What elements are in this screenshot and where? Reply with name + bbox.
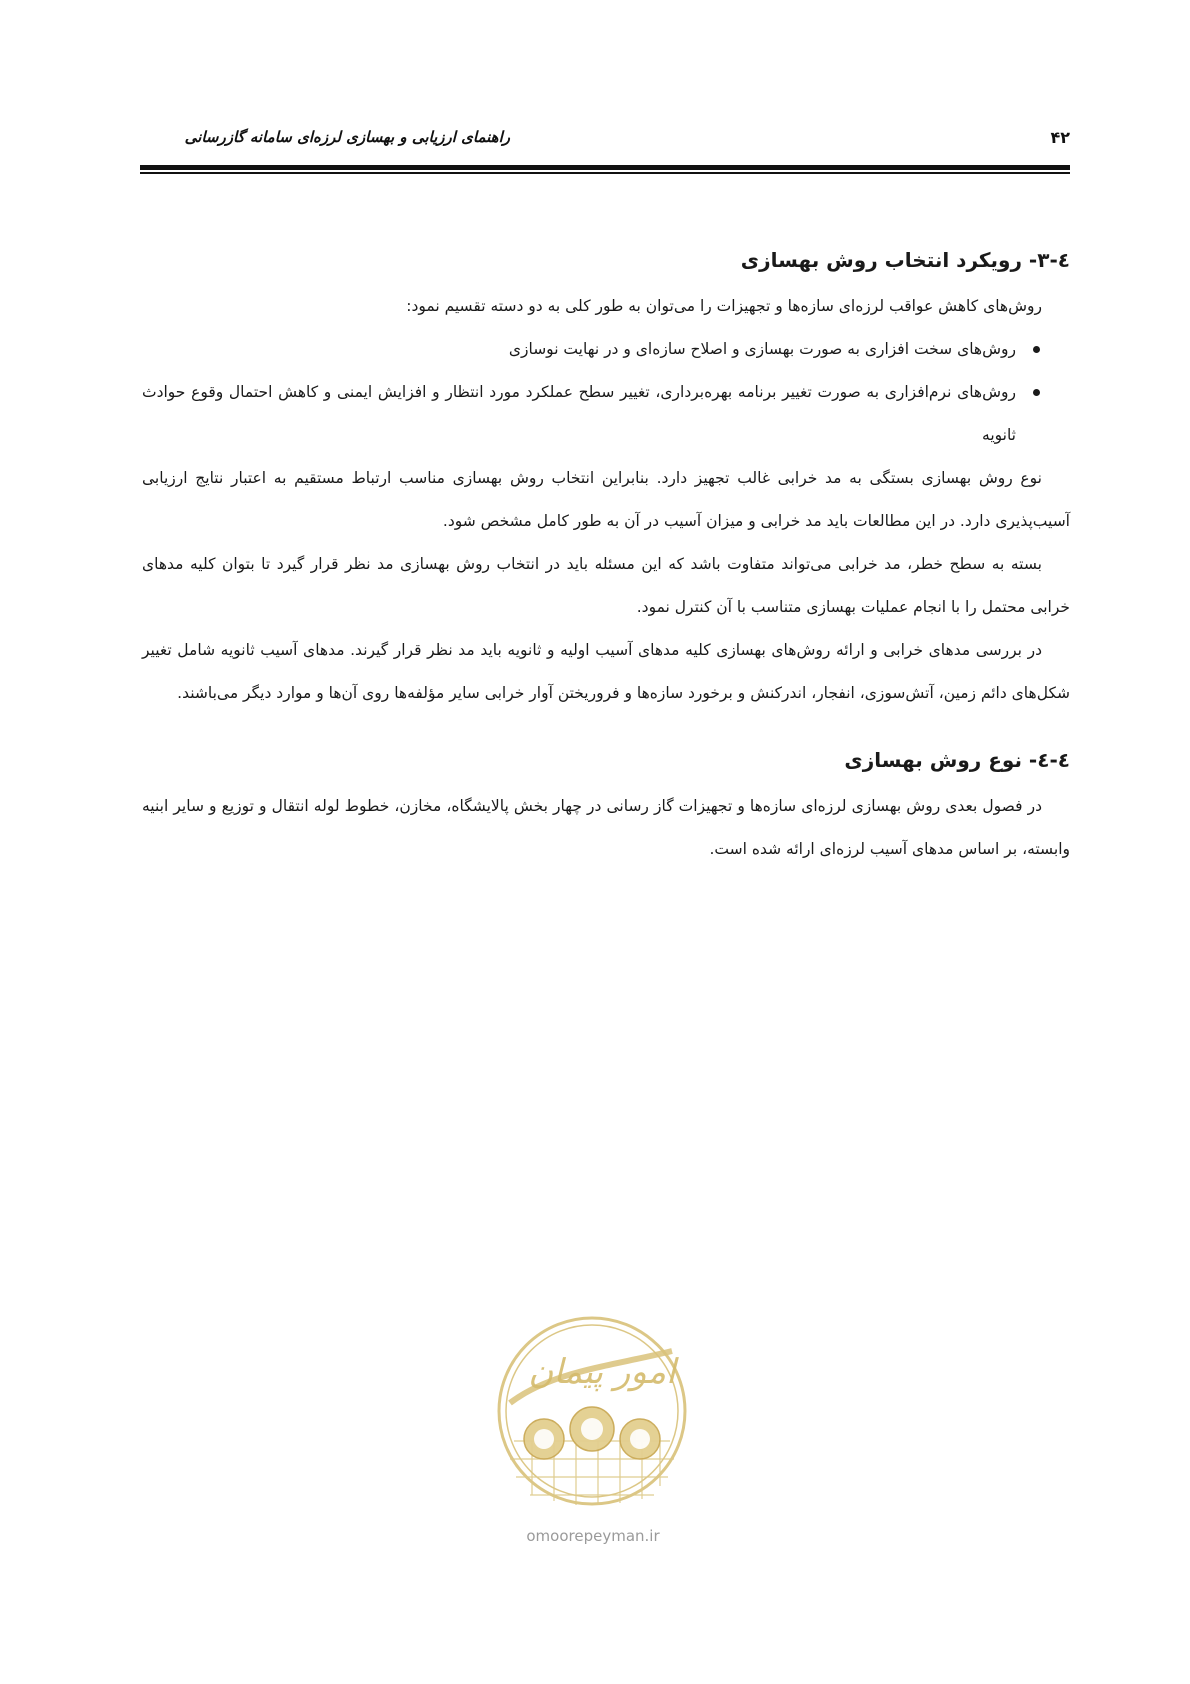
- bullet-icon: [1033, 389, 1040, 396]
- list-item: [142, 328, 1042, 371]
- list-item-text: روش‌های سخت افزاری به صورت بهسازی و اصلاح سازه‌ای و در نهایت نوسازی: [508, 340, 1016, 358]
- section-heading-4-3: ٤-۳- رویکرد انتخاب روش بهسازی: [740, 248, 1070, 272]
- paragraph: در بررسی مدهای خرابی و ارائه روش‌های بهسازی کلیه مدهای آسیب اولیه و ثانویه باید مد نظر قرار گیرند. مدهای آسیب ثانویه شامل تغییر شکل‌های دائم زمین، آتش‌سوزی، انفجار، اندرکنش و برخورد سازه‌ها و فروریختن آوار خرابی سایر مؤلفه‌ها روی آن‌ها و موارد دیگر می‌باشند.: [142, 641, 1070, 702]
- bullet-icon: [1033, 346, 1040, 353]
- method-list: [142, 328, 1070, 457]
- page-number: ۴۲: [1050, 128, 1070, 147]
- paragraph: در فصول بعدی روش بهسازی لرزه‌ای سازه‌ها و تجهیزات گاز رسانی در چهار بخش پالایشگاه، مخازن، خطوط لوله انتقال و توزیع و سایر ابنیه وابسته، بر اساس مدهای آسیب لرزه‌ای ارائه شده است.: [142, 797, 1070, 858]
- watermark-logo: [492, 1311, 692, 1511]
- header-rule-thick: [140, 165, 1070, 170]
- watermark-url: omoorepeyman.ir: [526, 1527, 660, 1545]
- section-intro: روش‌های کاهش عواقب لرزه‌ای سازه‌ها و تجهیزات را می‌توان به طور کلی به دو دسته تقسیم نمود:: [406, 297, 1042, 315]
- seal-icon: [492, 1311, 692, 1511]
- paragraph: نوع روش بهسازی بستگی به مد خرابی غالب تجهیز دارد. بنابراین انتخاب روش بهسازی مناسب ارتباط مستقیم به اعتبار نتایج ارزیابی آسیب‌پذیری دارد. در این مطالعات باید مد خرابی و میزان آسیب در آن به طور کامل مشخص شود.: [142, 469, 1070, 530]
- paragraph: بسته به سطح خطر، مد خرابی می‌تواند متفاوت باشد که این مسئله باید در انتخاب روش بهسازی مد نظر قرار گیرد تا بتوان کلیه مدهای خرابی محتمل را با انجام عملیات بهسازی متناسب با آن کنترل نمود.: [142, 555, 1070, 616]
- running-title: راهنمای ارزیابی و بهسازی لرزه‌ای سامانه گازرسانی: [184, 128, 510, 146]
- logo-lettering: امور پیمان: [528, 1352, 676, 1392]
- list-item-text: روش‌های نرم‌افزاری به صورت تغییر برنامه بهره‌برداری، تغییر سطح عملکرد مورد انتظار و افزایش ایمنی و کاهش احتمال وقوع حوادث ثانویه: [142, 383, 1016, 444]
- page-header: [140, 118, 1070, 158]
- list-item: [142, 371, 1042, 457]
- page-body: [142, 245, 1070, 871]
- section-heading-4-4: ٤-٤- نوع روش بهسازی: [844, 748, 1070, 772]
- header-rule-thin: [140, 172, 1070, 174]
